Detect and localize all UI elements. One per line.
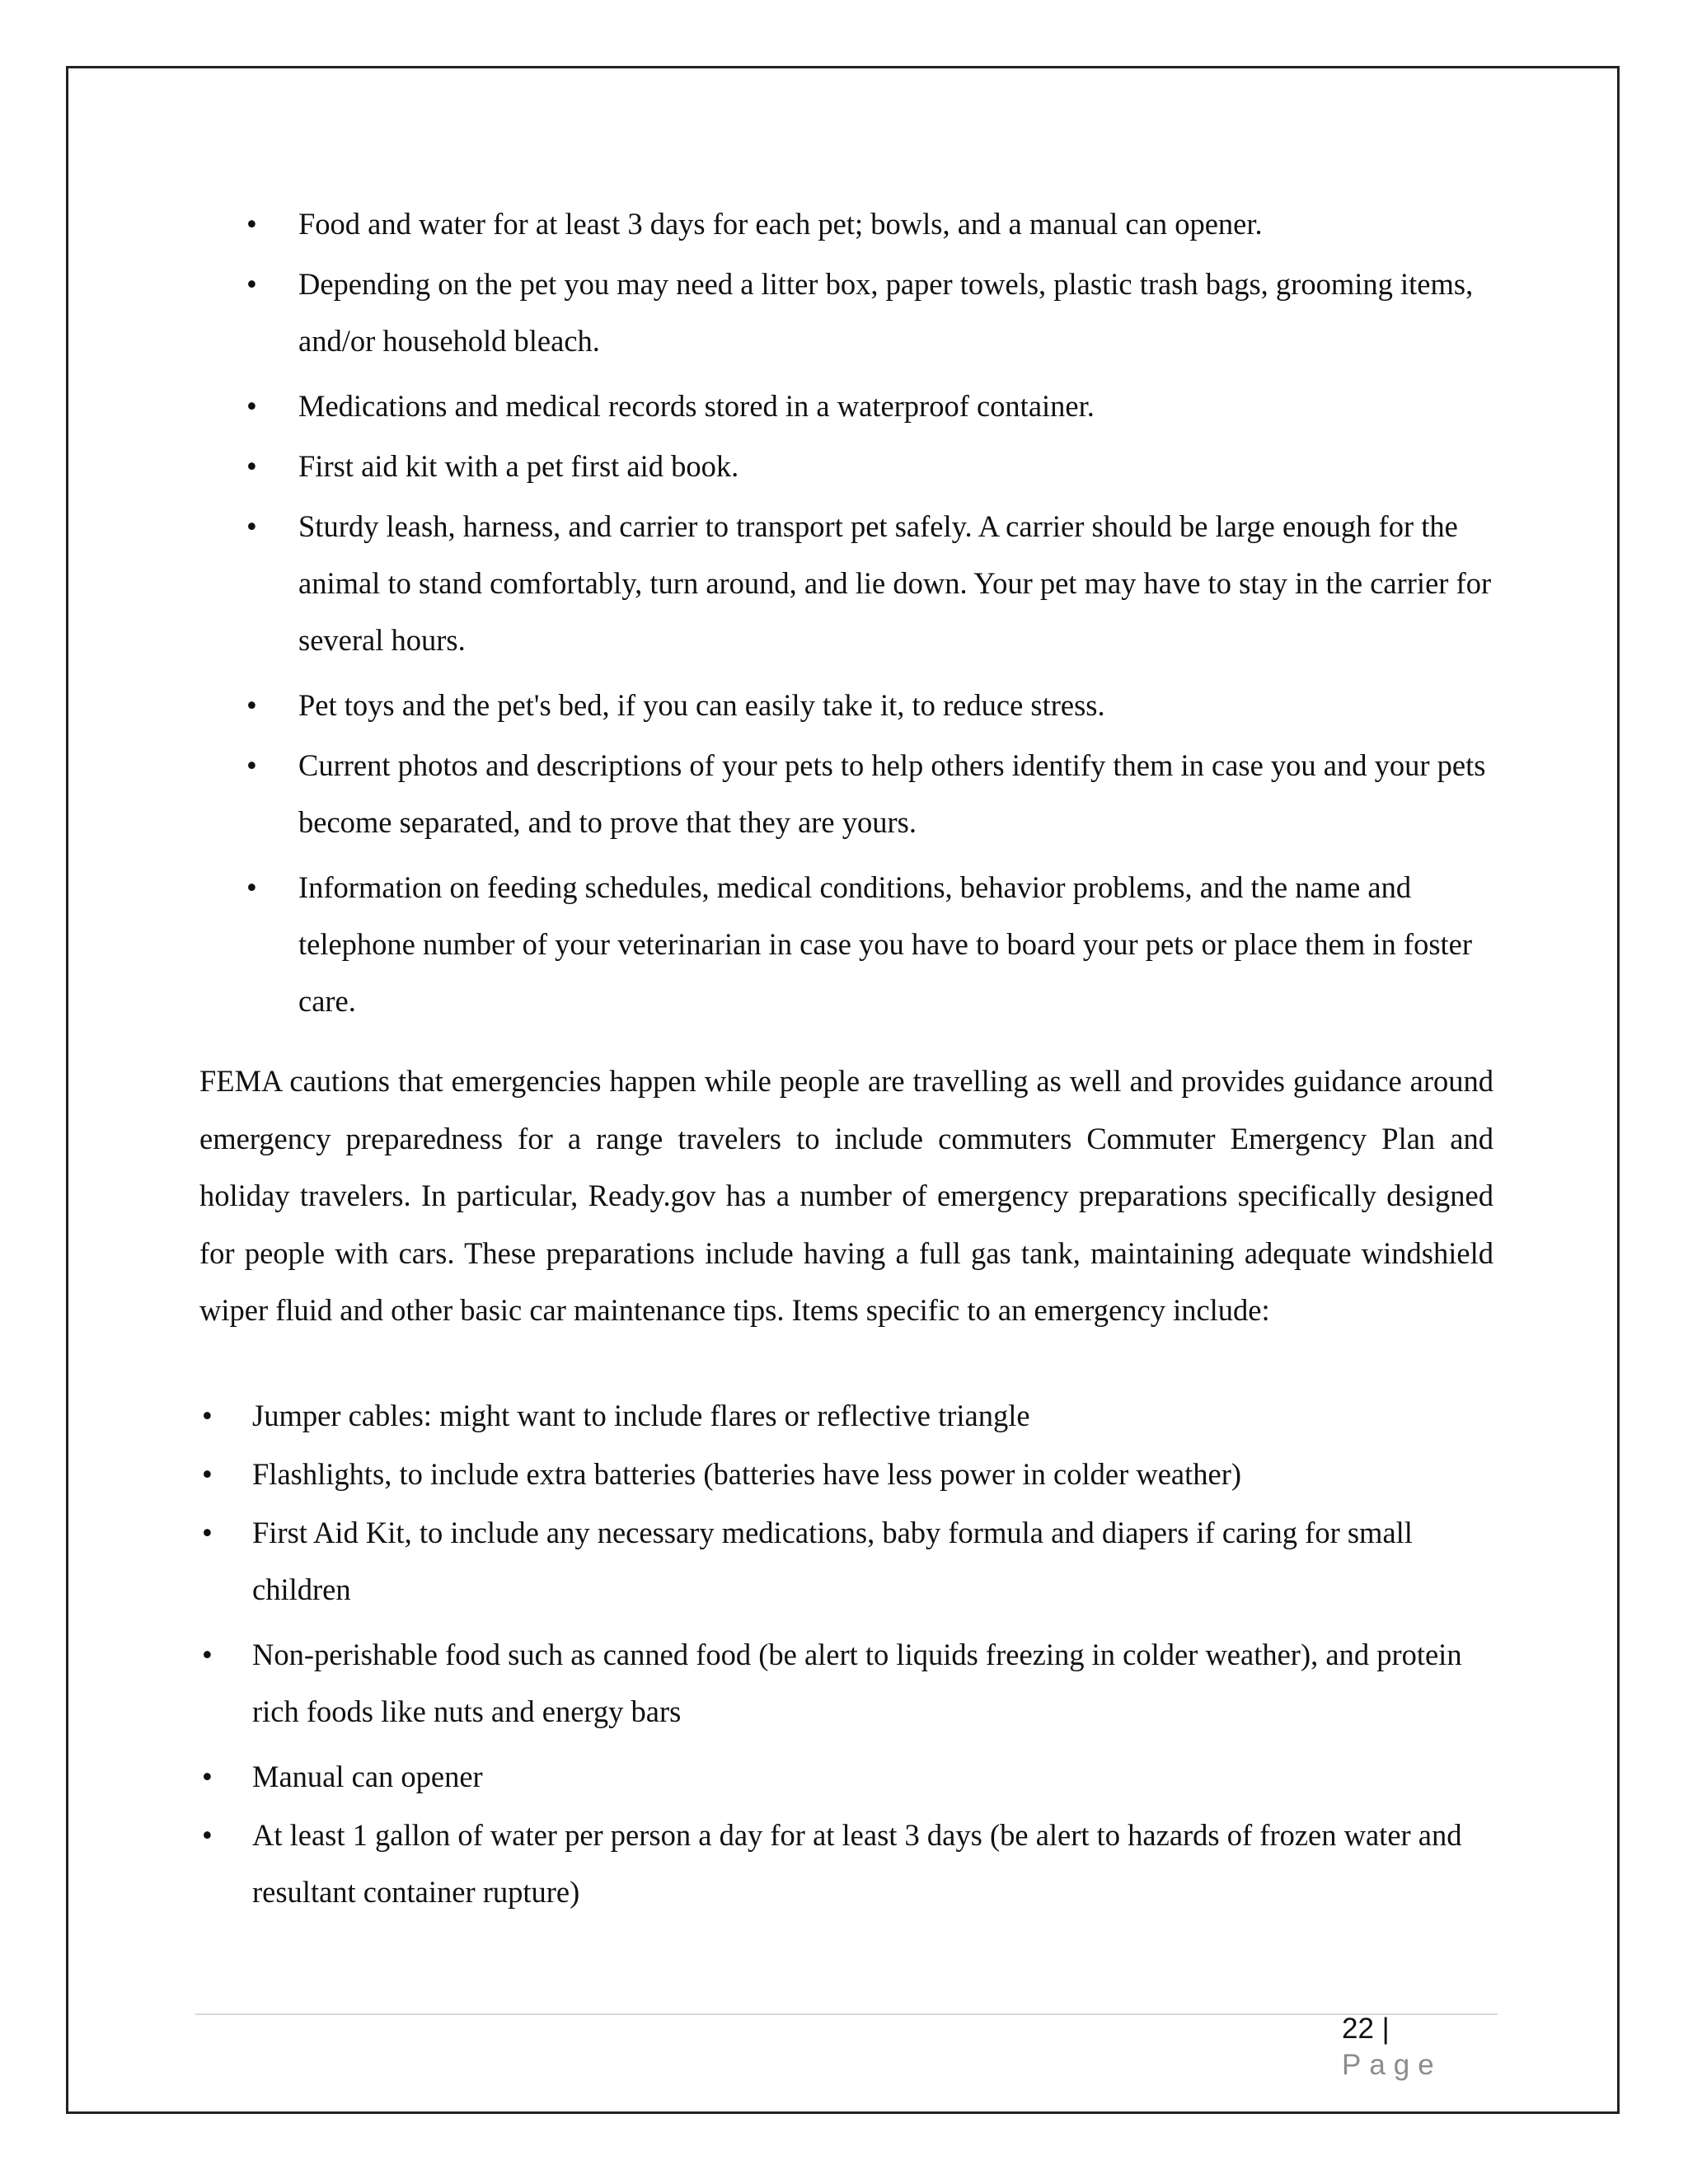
- list-item: • First aid kit with a pet first aid book.: [199, 438, 1493, 494]
- car-emergency-list: [199, 1387, 1493, 1920]
- list-item: • Medications and medical records stored in a waterproof container.: [199, 377, 1493, 434]
- list-item: • Non-perishable food such as canned food (be alert to liquids freezing in colder weather), and protein rich foods like nuts and energy bars: [199, 1626, 1493, 1740]
- list-item: • Jumper cables: might want to include flares or reflective triangle: [199, 1387, 1493, 1444]
- pet-supplies-list: [199, 195, 1493, 1029]
- list-item: • At least 1 gallon of water per person a day for at least 3 days (be alert to hazards of frozen water and resultant container rupture): [199, 1807, 1493, 1920]
- page-content: [199, 195, 1493, 1922]
- list-item: • Information on feeding schedules, medical conditions, behavior problems, and the name and telephone number of your veterinarian in case you have to board your pets or place them in foster care.: [199, 859, 1493, 1029]
- footer-divider: [195, 2013, 1498, 2015]
- page-number: [1342, 2011, 1465, 2083]
- page-number-value: 22: [1342, 2013, 1374, 2045]
- page-label: Page: [1342, 2049, 1442, 2081]
- fema-paragraph: FEMA cautions that emergencies happen while people are travelling as well and provides guidance around emergency preparedness for a range travelers to include commuters Commuter Emergency Plan and holiday travelers. In particular, Ready.gov has a number of emergency preparations specifically designed for people with cars. These preparations include having a full gas tank, maintaining adequate windshield wiper fluid and other basic car maintenance tips. Items specific to an emergency include:: [199, 1064, 1493, 1327]
- list-item: • Pet toys and the pet's bed, if you can easily take it, to reduce stress.: [199, 677, 1493, 733]
- list-item: • Current photos and descriptions of your pets to help others identify them in case you and your pets become separated, and to prove that they are yours.: [199, 737, 1493, 851]
- page-number-separator: |: [1381, 2013, 1390, 2045]
- list-item: • Manual can opener: [199, 1748, 1493, 1805]
- list-item: • Sturdy leash, harness, and carrier to transport pet safely. A carrier should be large enough for the animal to stand comfortably, turn around, and lie down. Your pet may have to stay in the carrier for several hours.: [199, 498, 1493, 668]
- list-item: • First Aid Kit, to include any necessary medications, baby formula and diapers if caring for small children: [199, 1504, 1493, 1618]
- list-item: • Depending on the pet you may need a litter box, paper towels, plastic trash bags, grooming items, and/or household bleach.: [199, 255, 1493, 369]
- list-item: • Flashlights, to include extra batteries (batteries have less power in colder weather): [199, 1446, 1493, 1502]
- list-item: • Food and water for at least 3 days for each pet; bowls, and a manual can opener.: [199, 195, 1493, 252]
